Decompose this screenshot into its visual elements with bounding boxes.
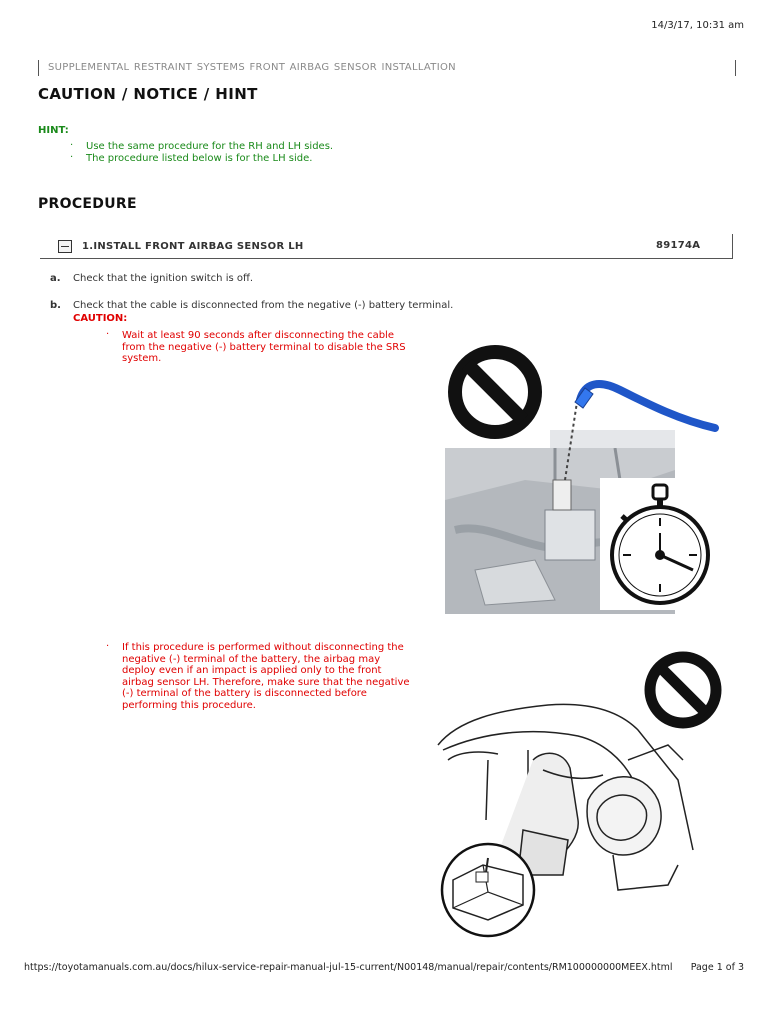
battery-terminal bbox=[553, 480, 571, 510]
caution-label: CAUTION: bbox=[73, 313, 128, 324]
substep-letter: a. bbox=[50, 273, 61, 284]
footer-page-number: Page 1 of 3 bbox=[690, 962, 744, 973]
hint-item: · Use the same procedure for the RH and LH sides. bbox=[70, 141, 333, 153]
battery-cable bbox=[575, 384, 715, 428]
substep-letter: b. bbox=[50, 300, 61, 311]
prohibition-icon bbox=[455, 352, 535, 432]
hint-label: HINT: bbox=[38, 125, 69, 136]
minus-box-icon[interactable] bbox=[58, 240, 72, 253]
section-heading: CAUTION / NOTICE / HINT bbox=[38, 85, 258, 103]
prohibition-icon bbox=[650, 657, 716, 723]
step-title: 1.INSTALL FRONT AIRBAG SENSOR LH bbox=[82, 241, 304, 252]
airbag-deploy-illustration bbox=[428, 650, 728, 940]
breadcrumb: SUPPLEMENTAL RESTRAINT SYSTEMS FRONT AIRBAG SENSOR INSTALLATION bbox=[48, 62, 456, 73]
caution-item: · If this procedure is performed without disconnecting the negative (-) terminal of the battery, the airbag may deploy even if an impact is applied only to the front airbag sensor LH. Therefore, make sure that the negative (-) terminal of the battery is disconnected before performing this procedure. bbox=[106, 641, 410, 711]
step-code: 89174A bbox=[656, 240, 701, 251]
hint-list bbox=[70, 141, 333, 165]
footer-url[interactable]: https://toyotamanuals.com.au/docs/hilux-service-repair-manual-jul-15-current/N00148/manual/repair/contents/RM100000000MEEX.html bbox=[24, 962, 673, 973]
caution-item: · Wait at least 90 seconds after disconnecting the cable from the negative (-) battery terminal to disable the SRS system. bbox=[106, 329, 406, 364]
substep-text: Check that the ignition switch is off. bbox=[73, 273, 254, 284]
caution-item-text: Wait at least 90 seconds after disconnecting the cable from the negative (-) battery terminal to disable the SRS system. bbox=[122, 330, 406, 364]
sensor-inset-drawing bbox=[442, 844, 534, 936]
procedure-title: PROCEDURE bbox=[38, 196, 137, 212]
caution-item-text: If this procedure is performed without disconnecting the negative (-) terminal of the battery, the airbag may deploy even if an impact is applied only to the front airbag sensor LH. Therefore, make sure that the negative (-) terminal of the battery is disconnected before performing this procedure. bbox=[122, 642, 410, 711]
print-timestamp: 14/3/17, 10:31 am bbox=[651, 20, 744, 31]
hint-item: · The procedure listed below is for the LH side. bbox=[70, 153, 333, 165]
substep-text: Check that the cable is disconnected from the negative (-) battery terminal. bbox=[73, 300, 454, 311]
stopwatch-icon bbox=[600, 478, 715, 610]
battery-disconnect-illustration bbox=[415, 330, 760, 620]
